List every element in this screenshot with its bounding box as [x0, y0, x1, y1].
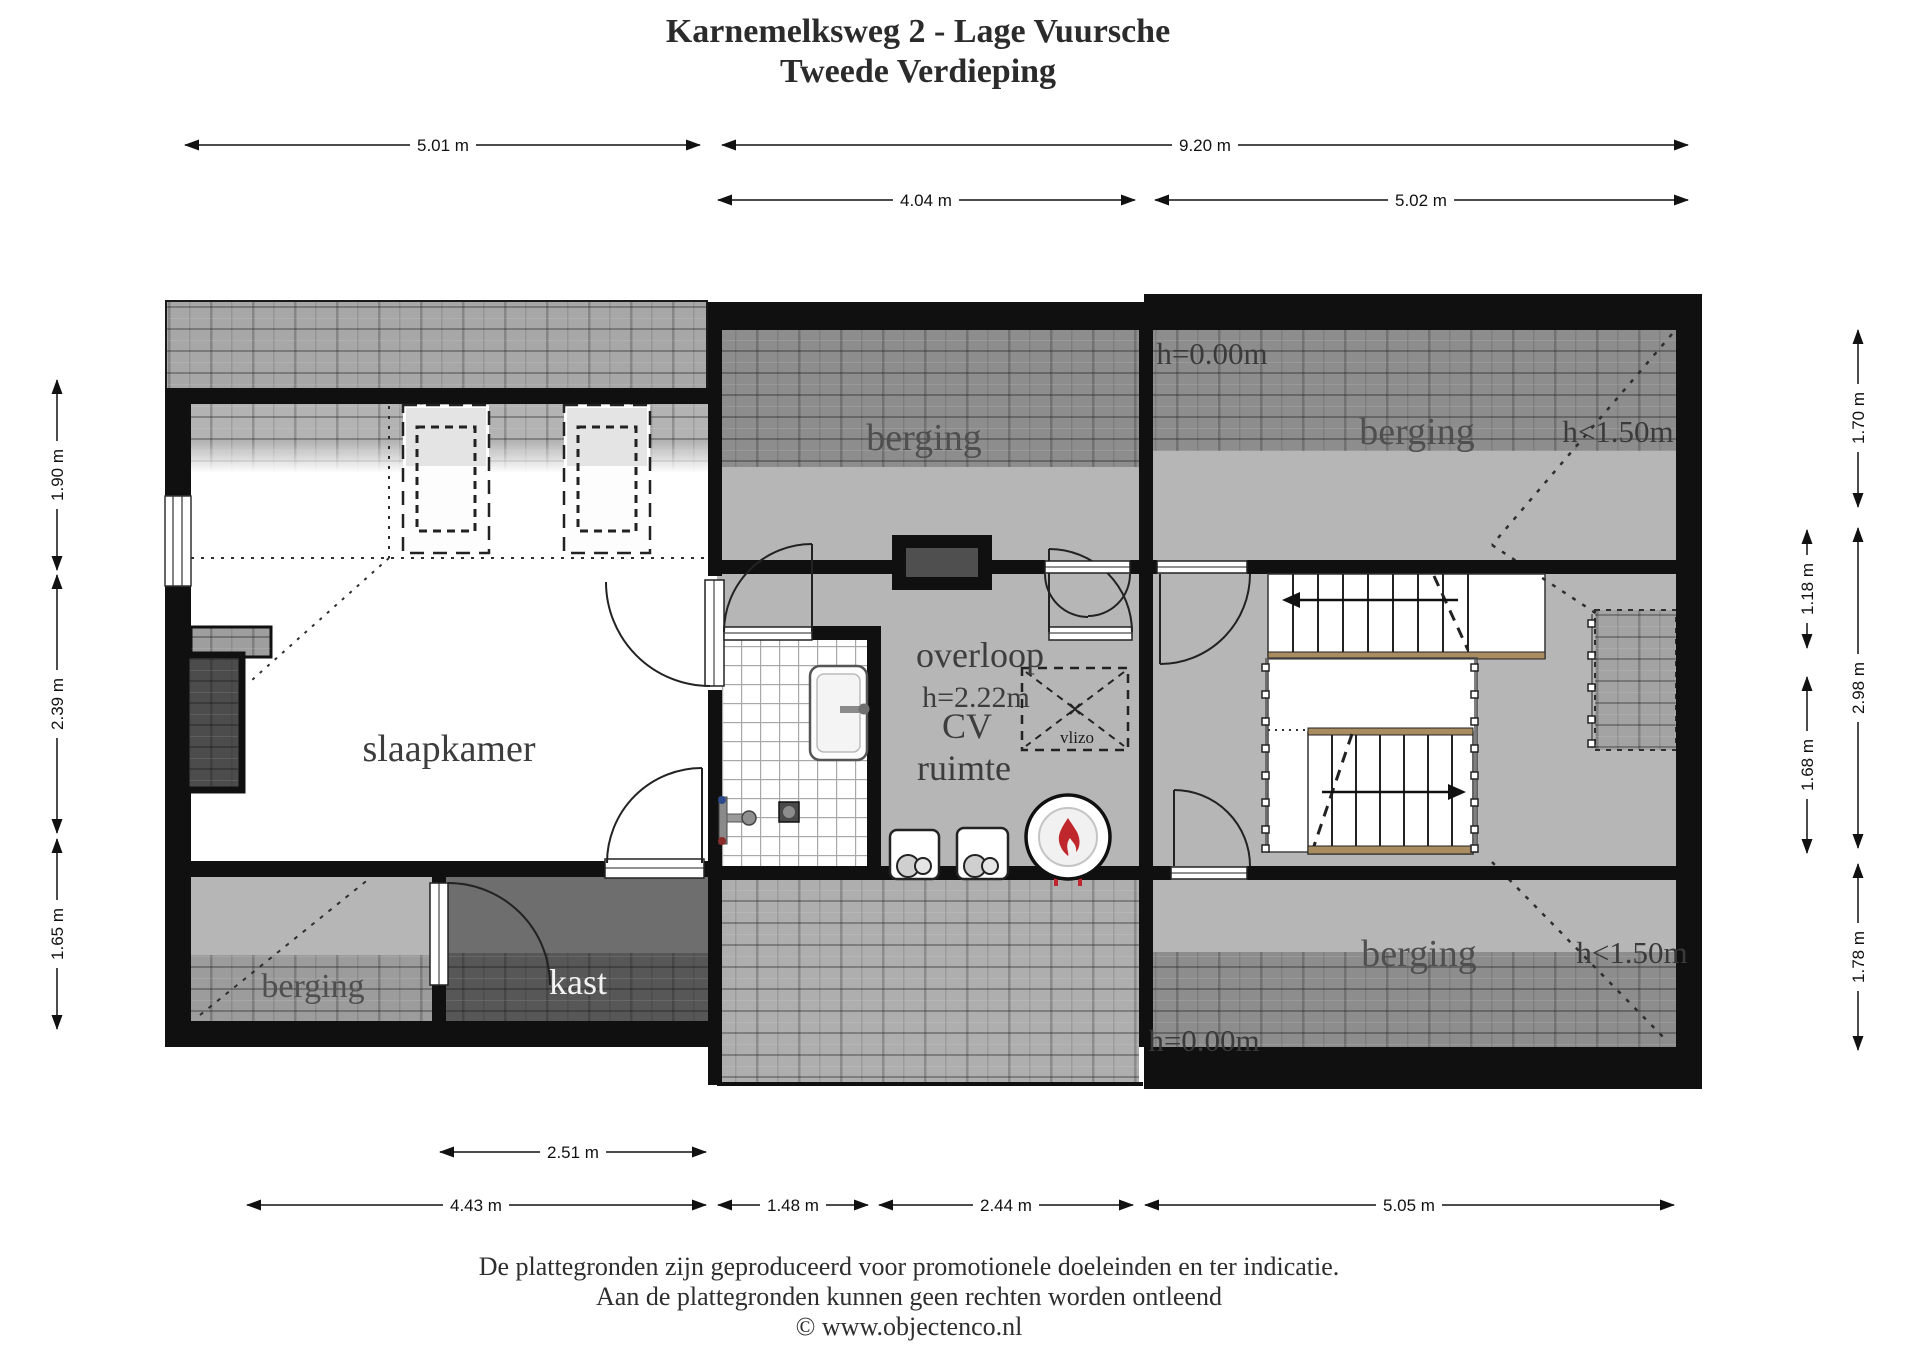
title-floor: Tweede Verdieping	[779, 53, 1057, 90]
svg-text:1.78 m: 1.78 m	[1849, 931, 1868, 983]
svg-text:2.44 m: 2.44 m	[980, 1196, 1032, 1215]
label-height-roof-bottom: h<1.50m	[1576, 935, 1688, 970]
dim-bottom-2-51	[440, 1142, 706, 1162]
svg-text:1.90 m: 1.90 m	[48, 449, 67, 501]
svg-text:5.02 m: 5.02 m	[1395, 191, 1447, 210]
disclaimer-line-2: Aan de plattegronden kunnen geen rechten worden ontleend	[596, 1282, 1222, 1311]
dim-right-1-78	[1848, 864, 1868, 1050]
label-berging-top-middle: berging	[866, 417, 982, 459]
page-title	[666, 12, 1170, 92]
svg-text:2.51 m: 2.51 m	[547, 1143, 599, 1162]
svg-text:5.01 m: 5.01 m	[417, 136, 469, 155]
dim-left-1-65	[47, 839, 67, 1029]
svg-text:5.05 m: 5.05 m	[1383, 1196, 1435, 1215]
roof-window-icon	[403, 405, 489, 553]
label-berging-bottom-right: berging	[1361, 933, 1477, 975]
dim-top-5-02	[1155, 190, 1688, 210]
dim-top-9-20	[722, 135, 1688, 155]
dim-right-1-70	[1848, 330, 1868, 507]
dim-right-2-98	[1848, 528, 1868, 848]
label-kast: kast	[549, 962, 607, 1002]
title-address: Karnemelksweg 2 - Lage Vuursche	[665, 13, 1171, 50]
dim-bottom-1-48	[718, 1195, 868, 1215]
dim-top-5-01	[185, 135, 700, 155]
disclaimer	[479, 1252, 1340, 1342]
label-overloop: overloop	[916, 635, 1044, 675]
svg-text:1.65 m: 1.65 m	[48, 908, 67, 960]
label-berging-bottom-left: berging	[261, 968, 365, 1005]
boiler-tank-icon	[890, 830, 939, 879]
svg-text:1.48 m: 1.48 m	[767, 1196, 819, 1215]
svg-text:4.43 m: 4.43 m	[450, 1196, 502, 1215]
svg-text:1.18 m: 1.18 m	[1798, 563, 1817, 615]
dim-left-2-39	[47, 575, 67, 833]
label-slaapkamer: slaapkamer	[362, 728, 536, 770]
dim-right-1-18	[1797, 530, 1817, 648]
svg-text:1.68 m: 1.68 m	[1798, 739, 1817, 791]
copyright-line: © www.objectenco.nl	[795, 1312, 1023, 1341]
svg-text:2.39 m: 2.39 m	[48, 678, 67, 730]
dim-bottom-5-05	[1145, 1195, 1674, 1215]
svg-text:9.20 m: 9.20 m	[1179, 136, 1231, 155]
label-height-floor-top: h=0.00m	[1156, 336, 1268, 371]
disclaimer-line-1: De plattegronden zijn geproduceerd voor promotionele doeleinden en ter indicatie.	[478, 1252, 1340, 1281]
label-height-floor-bottom: h=0.00m	[1148, 1023, 1260, 1058]
svg-text:2.98 m: 2.98 m	[1849, 662, 1868, 714]
label-berging-top-right: berging	[1359, 411, 1475, 453]
dim-right-1-68	[1797, 677, 1817, 853]
dim-bottom-4-43	[247, 1195, 706, 1215]
label-cv-line2: ruimte	[917, 748, 1011, 788]
svg-text:4.04 m: 4.04 m	[900, 191, 952, 210]
roof-window-icon	[564, 405, 650, 553]
label-vlizo: vlizo	[1060, 728, 1094, 747]
label-overloop-height: h=2.22m	[922, 681, 1030, 714]
chimney-middle	[892, 535, 992, 590]
dim-top-4-04	[718, 190, 1135, 210]
svg-text:1.70 m: 1.70 m	[1849, 392, 1868, 444]
dim-left-1-90	[47, 380, 67, 570]
dim-bottom-2-44	[879, 1195, 1133, 1215]
label-height-roof-top: h<1.50m	[1562, 414, 1674, 449]
window-left	[165, 496, 191, 586]
drain-icon	[779, 802, 799, 822]
sink-icon	[810, 666, 870, 760]
label-cv-line1: CV	[941, 706, 993, 746]
boiler-tank-icon	[957, 828, 1008, 879]
